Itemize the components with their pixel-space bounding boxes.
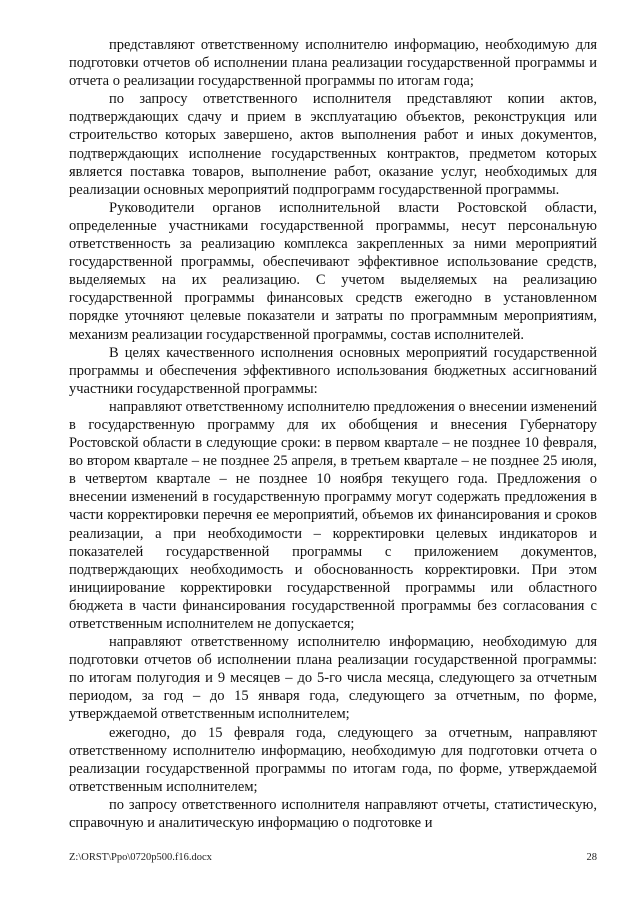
- paragraph-statistical-info-request: по запросу ответственного исполнителя направляют отчеты, статистическую, справочную и аналитическую информацию о подготовке и: [69, 796, 597, 832]
- paragraph-plan-execution-info: направляют ответственному исполнителю информацию, необходимую для подготовки отчетов об исполнении плана реализации государственной программы: по итогам полугодия и 9 месяцев – до 5-го числа месяца, следующего за отчетным периодом, за год – до 15 января года, следующего за отчетным, по форме, утверждаемой ответственным исполнителем;: [69, 634, 597, 723]
- paragraph-info-for-reports: представляют ответственному исполнителю информацию, необходимую для подготовки отчетов об исполнении плана реализации государственной программы и отчета о реализации государственной программы по итогам года;: [69, 37, 597, 90]
- footer-page-number: 28: [586, 852, 597, 863]
- paragraph-copies-of-acts: по запросу ответственного исполнителя представляют копии актов, подтверждающих сдачу и прием в эксплуатацию объектов, реконструкция или строительство которых завершено, актов выполнения работ и иных документов, подтверждающих исполнение государственных контрактов, предметом которых является поставка товаров, выполнение работ, оказание услуг, необходимых для реализации основных мероприятий подпрограмм государственной программы.: [69, 91, 597, 198]
- paragraph-participants-duties-intro: В целях качественного исполнения основных мероприятий государственной программы и обеспечения эффективного использования бюджетных ассигнований участники государственной программы:: [69, 344, 597, 397]
- footer-file-path: Z:\ORST\Ppo\0720p500.f16.docx: [69, 852, 212, 863]
- paragraph-annual-report-info: ежегодно, до 15 февраля года, следующего за отчетным, направляют ответственному исполнителю информацию, необходимую для подготовки отчета о реализации государственной программы по итогам года, по форме, утверждаемой ответственным исполнителем;: [69, 724, 597, 795]
- document-page: [69, 36, 597, 832]
- paragraph-executive-heads-responsibility: Руководители органов исполнительной власти Ростовской области, определенные участниками государственной программы, несут персональную ответственность за реализацию комплекса закрепленных за ними мероприятий государственной программы, обеспечивают эффективное использование средств, выделяемых на их реализацию. С учетом выделяемых на реализацию государственной программы финансовых средств ежегодно в установленном порядке уточняют целевые показатели и затраты по программным мероприятиям, механизм реализации государственной программы, состав исполнителей.: [69, 199, 597, 343]
- paragraph-amendment-proposals: направляют ответственному исполнителю предложения о внесении изменений в государственную программу для их обобщения и внесения Губернатору Ростовской области в следующие сроки: в первом квартале – не позднее 10 февраля, во втором квартале – не позднее 25 апреля, в третьем квартале – не позднее 25 июля, в четвертом квартале – не позднее 10 ноября текущего года. Предложения о внесении изменений в государственную программу могут содержать предложения в части корректировки перечня ее мероприятий, объемов их финансирования и сроков реализации, а при необходимости – корректировки целевых индикаторов и показателей государственной программы с приложением документов, подтверждающих необходимость и обоснованность корректировки. При этом инициирование корректировки государственной программы или областного бюджета в части финансирования государственной программы без согласования с ответственным исполнителем не допускается;: [69, 398, 597, 632]
